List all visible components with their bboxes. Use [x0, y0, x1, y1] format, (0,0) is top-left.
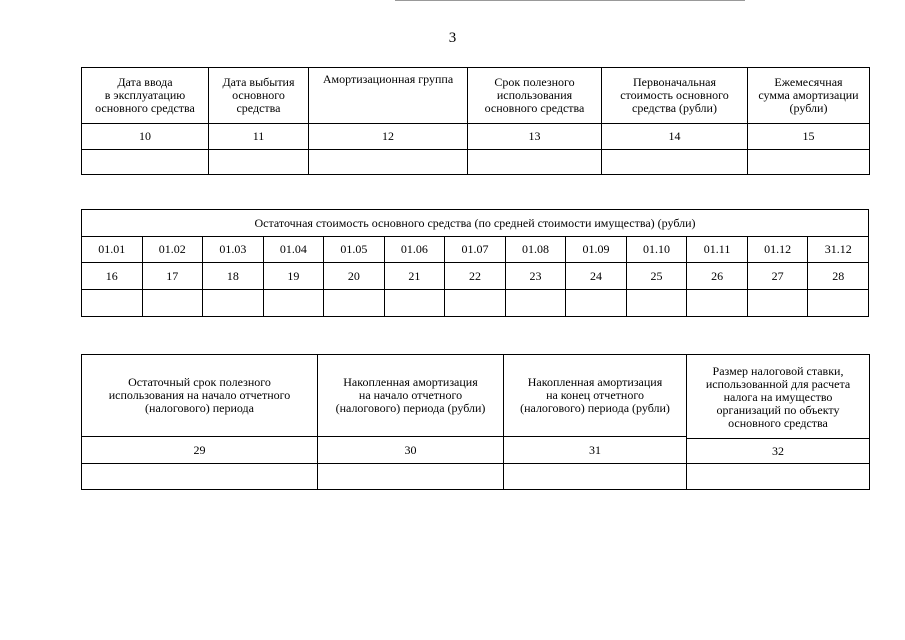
column-number: 27 — [747, 263, 808, 290]
column-number: 12 — [309, 124, 468, 150]
header-depreciation-group: Амортизационная группа — [309, 68, 468, 124]
column-number: 11 — [209, 124, 309, 150]
empty-cell — [687, 290, 748, 317]
date-cell: 01.11 — [687, 237, 748, 263]
empty-cell — [309, 150, 468, 175]
header-remaining-useful-life: Остаточный срок полезного использования на начало отчетного (налогового) периода — [82, 355, 318, 437]
empty-cell — [504, 464, 687, 490]
date-cell: 01.02 — [142, 237, 203, 263]
date-cell: 01.06 — [384, 237, 445, 263]
empty-cell — [82, 464, 318, 490]
column-number: 25 — [626, 263, 687, 290]
column-number: 31 — [504, 437, 687, 464]
column-number: 23 — [505, 263, 566, 290]
column-number: 15 — [748, 124, 870, 150]
empty-cell — [445, 290, 506, 317]
column-number: 29 — [82, 437, 318, 464]
empty-cell — [808, 290, 869, 317]
column-number: 20 — [324, 263, 385, 290]
date-cell: 01.05 — [324, 237, 385, 263]
header-accumulated-end: Накопленная амортизация на конец отчетного (налогового) периода (рубли) — [504, 355, 687, 437]
date-cell: 01.04 — [263, 237, 324, 263]
column-number: 24 — [566, 263, 627, 290]
header-monthly-depreciation: Ежемесячная сумма амортизации (рубли) — [748, 68, 870, 124]
column-number: 10 — [82, 124, 209, 150]
column-number: 22 — [445, 263, 506, 290]
date-cell: 01.12 — [747, 237, 808, 263]
empty-cell — [747, 290, 808, 317]
accumulated-depreciation-table — [81, 354, 870, 490]
column-number: 13 — [468, 124, 602, 150]
empty-cell — [263, 290, 324, 317]
empty-cell — [203, 290, 264, 317]
residual-value-title: Остаточная стоимость основного средства (по средней стоимости имущества) (рубли) — [82, 210, 869, 237]
date-cell: 31.12 — [808, 237, 869, 263]
date-cell: 01.07 — [445, 237, 506, 263]
empty-cell — [602, 150, 748, 175]
column-number: 17 — [142, 263, 203, 290]
residual-value-table — [81, 209, 869, 317]
header-initial-cost: Первоначальная стоимость основного средства (рубли) — [602, 68, 748, 124]
empty-cell — [505, 290, 566, 317]
date-cell: 01.01 — [82, 237, 143, 263]
empty-cell — [566, 290, 627, 317]
empty-cell — [82, 150, 209, 175]
header-commissioning-date: Дата ввода в эксплуатацию основного средства — [82, 68, 209, 124]
date-cell: 01.03 — [203, 237, 264, 263]
asset-info-table — [81, 67, 870, 175]
empty-cell — [468, 150, 602, 175]
empty-cell — [687, 464, 870, 490]
column-number: 32 — [687, 438, 869, 463]
empty-cell — [626, 290, 687, 317]
empty-cell — [384, 290, 445, 317]
empty-cell — [142, 290, 203, 317]
column-number: 28 — [808, 263, 869, 290]
date-cell: 01.10 — [626, 237, 687, 263]
header-useful-life: Срок полезного использования основного средства — [468, 68, 602, 124]
column-number: 14 — [602, 124, 748, 150]
column-number: 18 — [203, 263, 264, 290]
column-number: 21 — [384, 263, 445, 290]
date-cell: 01.08 — [505, 237, 566, 263]
date-cell: 01.09 — [566, 237, 627, 263]
empty-cell — [324, 290, 385, 317]
header-retirement-date: Дата выбытия основного средства — [209, 68, 309, 124]
empty-cell — [748, 150, 870, 175]
empty-cell — [82, 290, 143, 317]
column-number: 16 — [82, 263, 143, 290]
page-number: 3 — [448, 30, 457, 46]
column-number: 30 — [318, 437, 504, 464]
column-number: 19 — [263, 263, 324, 290]
column-number: 26 — [687, 263, 748, 290]
header-accumulated-start: Накопленная амортизация на начало отчетного (налогового) периода (рубли) — [318, 355, 504, 437]
empty-cell — [209, 150, 309, 175]
empty-cell — [318, 464, 504, 490]
top-edge-line — [395, 0, 745, 1]
header-tax-rate: Размер налоговой ставки, использованной для расчета налога на имущество организаций по объекту основного средства 32 — [687, 355, 870, 464]
